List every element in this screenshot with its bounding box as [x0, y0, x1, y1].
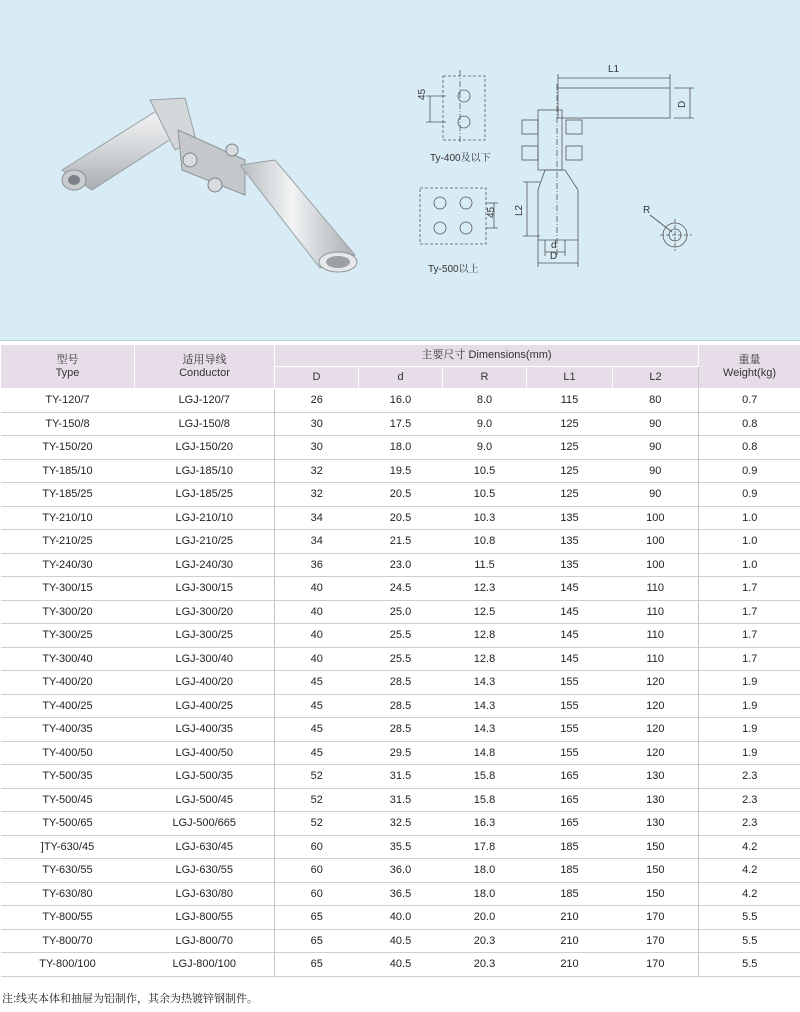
cell-L1: 155 — [527, 718, 613, 742]
table-row — [1, 553, 800, 577]
cell-d: 16.0 — [359, 389, 443, 413]
table-row — [1, 788, 800, 812]
table-row — [1, 694, 800, 718]
cell-d: 18.0 — [359, 436, 443, 460]
cell-conductor: LGJ-800/100 — [135, 953, 275, 977]
side-elevation — [522, 74, 694, 267]
cell-type: TY-400/50 — [1, 741, 135, 765]
cell-L2: 170 — [613, 929, 699, 953]
cell-type: ]TY-630/45 — [1, 835, 135, 859]
cell-type: TY-150/20 — [1, 436, 135, 460]
cell-type: TY-400/35 — [1, 718, 135, 742]
cell-type: TY-210/25 — [1, 530, 135, 554]
cell-conductor: LGJ-300/25 — [135, 624, 275, 648]
cell-conductor: LGJ-185/10 — [135, 459, 275, 483]
cell-conductor: LGJ-630/45 — [135, 835, 275, 859]
cell-L2: 170 — [613, 953, 699, 977]
cell-D: 45 — [275, 694, 359, 718]
cell-conductor: LGJ-630/55 — [135, 859, 275, 883]
cell-R: 9.0 — [443, 436, 527, 460]
cell-d: 25.5 — [359, 647, 443, 671]
cell-d: 31.5 — [359, 788, 443, 812]
table-row — [1, 882, 800, 906]
cell-weight: 1.9 — [699, 694, 800, 718]
cell-weight: 0.9 — [699, 483, 800, 507]
cell-R: 16.3 — [443, 812, 527, 836]
table-row — [1, 506, 800, 530]
cell-L2: 80 — [613, 389, 699, 413]
cell-L1: 135 — [527, 553, 613, 577]
cell-type: TY-500/45 — [1, 788, 135, 812]
cell-type: TY-210/10 — [1, 506, 135, 530]
cell-D: 52 — [275, 812, 359, 836]
ty500-label: Ty-500以上 — [428, 264, 479, 275]
cell-weight: 1.7 — [699, 600, 800, 624]
cell-L1: 145 — [527, 647, 613, 671]
cell-L1: 185 — [527, 835, 613, 859]
cell-D: 52 — [275, 765, 359, 789]
cell-L2: 120 — [613, 741, 699, 765]
header-weight-en: Weight(kg) — [723, 366, 776, 379]
cell-D: 45 — [275, 671, 359, 695]
cell-d: 32.5 — [359, 812, 443, 836]
cell-conductor: LGJ-150/20 — [135, 436, 275, 460]
cell-L2: 100 — [613, 506, 699, 530]
cell-R: 12.3 — [443, 577, 527, 601]
table-row — [1, 483, 800, 507]
dim-l2-label: L2 — [514, 204, 525, 216]
cell-D: 40 — [275, 577, 359, 601]
cell-d: 40.5 — [359, 953, 443, 977]
cell-D: 40 — [275, 647, 359, 671]
cell-weight: 0.9 — [699, 459, 800, 483]
cell-d: 28.5 — [359, 694, 443, 718]
cell-R: 15.8 — [443, 765, 527, 789]
cell-type: TY-120/7 — [1, 389, 135, 413]
cell-D: 26 — [275, 389, 359, 413]
cell-type: TY-240/30 — [1, 553, 135, 577]
cell-L2: 150 — [613, 859, 699, 883]
cell-L1: 145 — [527, 577, 613, 601]
clamp-photo — [62, 98, 357, 272]
cell-conductor: LGJ-240/30 — [135, 553, 275, 577]
cell-L1: 210 — [527, 906, 613, 930]
header-d: d — [359, 367, 443, 389]
cell-L2: 110 — [613, 624, 699, 648]
table-row — [1, 859, 800, 883]
cell-weight: 1.0 — [699, 553, 800, 577]
cell-R: 10.8 — [443, 530, 527, 554]
cell-weight: 1.9 — [699, 741, 800, 765]
cell-weight: 5.5 — [699, 953, 800, 977]
cell-L1: 155 — [527, 694, 613, 718]
dim-45-label: 45 — [417, 88, 428, 100]
ty400-label: Ty-400及以下 — [430, 153, 491, 164]
product-illustration-panel — [0, 0, 800, 341]
cell-type: TY-500/35 — [1, 765, 135, 789]
cell-R: 11.5 — [443, 553, 527, 577]
cell-D: 65 — [275, 953, 359, 977]
cell-conductor: LGJ-800/55 — [135, 906, 275, 930]
cell-d: 28.5 — [359, 718, 443, 742]
cell-R: 10.3 — [443, 506, 527, 530]
cell-D: 32 — [275, 459, 359, 483]
cell-d: 29.5 — [359, 741, 443, 765]
cell-D: 40 — [275, 600, 359, 624]
cell-L2: 120 — [613, 718, 699, 742]
cell-D: 45 — [275, 741, 359, 765]
cell-weight: 1.0 — [699, 530, 800, 554]
cell-L1: 165 — [527, 812, 613, 836]
cell-d: 24.5 — [359, 577, 443, 601]
table-body — [1, 389, 800, 977]
cell-L2: 110 — [613, 647, 699, 671]
cell-conductor: LGJ-400/20 — [135, 671, 275, 695]
cell-R: 20.3 — [443, 953, 527, 977]
cell-weight: 4.2 — [699, 835, 800, 859]
table-row — [1, 835, 800, 859]
cell-type: TY-300/25 — [1, 624, 135, 648]
cell-L1: 135 — [527, 530, 613, 554]
cell-R: 20.3 — [443, 929, 527, 953]
cell-d: 35.5 — [359, 835, 443, 859]
cell-type: TY-300/15 — [1, 577, 135, 601]
cell-R: 12.5 — [443, 600, 527, 624]
cell-weight: 1.9 — [699, 671, 800, 695]
cell-weight: 0.7 — [699, 389, 800, 413]
header-L2: L2 — [613, 367, 699, 389]
table-row — [1, 459, 800, 483]
cell-L2: 110 — [613, 577, 699, 601]
cell-D: 52 — [275, 788, 359, 812]
cell-conductor: LGJ-630/80 — [135, 882, 275, 906]
cell-weight: 0.8 — [699, 436, 800, 460]
table-row — [1, 741, 800, 765]
header-weight — [699, 345, 800, 389]
cell-conductor: LGJ-400/25 — [135, 694, 275, 718]
cell-weight: 4.2 — [699, 882, 800, 906]
cell-type: TY-400/25 — [1, 694, 135, 718]
table-row — [1, 412, 800, 436]
cell-type: TY-185/10 — [1, 459, 135, 483]
cell-weight: 2.3 — [699, 765, 800, 789]
cell-conductor: LGJ-210/10 — [135, 506, 275, 530]
table-row — [1, 812, 800, 836]
cell-type: TY-185/25 — [1, 483, 135, 507]
dim-d-upper-label: D — [677, 100, 688, 108]
cell-weight: 1.7 — [699, 647, 800, 671]
cell-D: 65 — [275, 929, 359, 953]
table-row — [1, 906, 800, 930]
table-row — [1, 389, 800, 413]
cell-L2: 90 — [613, 459, 699, 483]
cell-L1: 185 — [527, 859, 613, 883]
cell-conductor: LGJ-185/25 — [135, 483, 275, 507]
header-dimensions: 主要尺寸 Dimensions(mm) — [275, 345, 699, 367]
cell-L1: 210 — [527, 929, 613, 953]
cell-conductor: LGJ-210/25 — [135, 530, 275, 554]
cell-conductor: LGJ-150/8 — [135, 412, 275, 436]
cell-D: 60 — [275, 859, 359, 883]
cell-type: TY-150/8 — [1, 412, 135, 436]
header-L1: L1 — [527, 367, 613, 389]
cell-conductor: LGJ-500/45 — [135, 788, 275, 812]
cell-L1: 145 — [527, 624, 613, 648]
table-row — [1, 718, 800, 742]
cell-conductor: LGJ-120/7 — [135, 389, 275, 413]
cell-d: 36.5 — [359, 882, 443, 906]
cell-L1: 155 — [527, 741, 613, 765]
cell-D: 30 — [275, 436, 359, 460]
cell-L2: 100 — [613, 553, 699, 577]
cell-type: TY-800/70 — [1, 929, 135, 953]
cell-L1: 135 — [527, 506, 613, 530]
cell-conductor: LGJ-300/15 — [135, 577, 275, 601]
cell-L2: 120 — [613, 671, 699, 695]
cell-d: 19.5 — [359, 459, 443, 483]
cell-weight: 2.3 — [699, 812, 800, 836]
cell-type: TY-500/65 — [1, 812, 135, 836]
cell-D: 34 — [275, 506, 359, 530]
cell-type: TY-300/40 — [1, 647, 135, 671]
cell-weight: 1.7 — [699, 624, 800, 648]
cell-L2: 100 — [613, 530, 699, 554]
cell-conductor: LGJ-300/20 — [135, 600, 275, 624]
cell-L1: 145 — [527, 600, 613, 624]
cell-R: 9.0 — [443, 412, 527, 436]
cell-d: 25.0 — [359, 600, 443, 624]
cell-d: 21.5 — [359, 530, 443, 554]
header-type — [1, 345, 135, 389]
cell-conductor: LGJ-400/35 — [135, 718, 275, 742]
header-type-cn: 型号 — [56, 353, 79, 366]
cell-L1: 185 — [527, 882, 613, 906]
cell-L2: 90 — [613, 483, 699, 507]
cell-R: 17.8 — [443, 835, 527, 859]
cell-R: 14.3 — [443, 671, 527, 695]
cell-R: 18.0 — [443, 859, 527, 883]
cell-D: 34 — [275, 530, 359, 554]
cell-d: 40.0 — [359, 906, 443, 930]
dim-45-label-2: 45 — [486, 206, 497, 218]
table-row — [1, 530, 800, 554]
cell-D: 45 — [275, 718, 359, 742]
dim-big-d-label: D — [550, 251, 558, 262]
cell-L2: 150 — [613, 835, 699, 859]
header-conductor-en: Conductor — [179, 366, 230, 379]
cell-D: 30 — [275, 412, 359, 436]
table-row — [1, 600, 800, 624]
cell-weight: 5.5 — [699, 906, 800, 930]
cell-weight: 1.0 — [699, 506, 800, 530]
cell-d: 36.0 — [359, 859, 443, 883]
cell-R: 12.8 — [443, 647, 527, 671]
product-drawing — [0, 0, 800, 340]
cell-L1: 125 — [527, 412, 613, 436]
cell-R: 18.0 — [443, 882, 527, 906]
cell-d: 25.5 — [359, 624, 443, 648]
cell-L1: 125 — [527, 459, 613, 483]
table-row — [1, 577, 800, 601]
cell-D: 32 — [275, 483, 359, 507]
header-type-en: Type — [55, 366, 80, 379]
cell-L1: 155 — [527, 671, 613, 695]
cell-L2: 170 — [613, 906, 699, 930]
front-view-400 — [426, 70, 485, 144]
radius-detail — [650, 215, 692, 251]
header-weight-cn: 重量 — [738, 353, 761, 366]
cell-type: TY-400/20 — [1, 671, 135, 695]
table-row — [1, 929, 800, 953]
specification-table — [0, 344, 800, 977]
cell-D: 60 — [275, 835, 359, 859]
cell-d: 23.0 — [359, 553, 443, 577]
cell-type: TY-630/80 — [1, 882, 135, 906]
cell-conductor: LGJ-400/50 — [135, 741, 275, 765]
cell-conductor: LGJ-500/665 — [135, 812, 275, 836]
cell-R: 14.8 — [443, 741, 527, 765]
cell-R: 14.3 — [443, 718, 527, 742]
cell-L2: 130 — [613, 765, 699, 789]
cell-L2: 90 — [613, 436, 699, 460]
dim-r-label: R — [643, 205, 651, 216]
table-row — [1, 436, 800, 460]
cell-D: 40 — [275, 624, 359, 648]
cell-L1: 125 — [527, 436, 613, 460]
header-R: R — [443, 367, 527, 389]
cell-type: TY-300/20 — [1, 600, 135, 624]
cell-L2: 150 — [613, 882, 699, 906]
cell-conductor: LGJ-500/35 — [135, 765, 275, 789]
cell-d: 20.5 — [359, 483, 443, 507]
cell-R: 10.5 — [443, 459, 527, 483]
header-conductor-cn: 适用导线 — [182, 353, 227, 366]
cell-weight: 2.3 — [699, 788, 800, 812]
table-row — [1, 671, 800, 695]
cell-L2: 120 — [613, 694, 699, 718]
cell-d: 40.5 — [359, 929, 443, 953]
cell-R: 15.8 — [443, 788, 527, 812]
cell-L1: 125 — [527, 483, 613, 507]
cell-conductor: LGJ-800/70 — [135, 929, 275, 953]
cell-L2: 130 — [613, 812, 699, 836]
footnote: 注:线夹本体和抽屉为铝制作，其余为热镀锌钢制件。 — [2, 993, 259, 1005]
cell-d: 20.5 — [359, 506, 443, 530]
cell-R: 12.8 — [443, 624, 527, 648]
cell-d: 28.5 — [359, 671, 443, 695]
cell-D: 36 — [275, 553, 359, 577]
header-conductor — [135, 345, 275, 389]
cell-weight: 1.9 — [699, 718, 800, 742]
cell-conductor: LGJ-300/40 — [135, 647, 275, 671]
cell-D: 60 — [275, 882, 359, 906]
cell-L1: 165 — [527, 788, 613, 812]
cell-type: TY-800/55 — [1, 906, 135, 930]
cell-L1: 165 — [527, 765, 613, 789]
header-D: D — [275, 367, 359, 389]
cell-L1: 210 — [527, 953, 613, 977]
cell-L2: 110 — [613, 600, 699, 624]
cell-weight: 1.7 — [699, 577, 800, 601]
cell-R: 20.0 — [443, 906, 527, 930]
table-row — [1, 765, 800, 789]
cell-R: 14.3 — [443, 694, 527, 718]
cell-type: TY-800/100 — [1, 953, 135, 977]
cell-weight: 0.8 — [699, 412, 800, 436]
cell-R: 8.0 — [443, 389, 527, 413]
cell-weight: 5.5 — [699, 929, 800, 953]
cell-weight: 4.2 — [699, 859, 800, 883]
cell-type: TY-630/55 — [1, 859, 135, 883]
dim-small-d-label: d — [551, 240, 557, 251]
table-row — [1, 647, 800, 671]
table-row — [1, 953, 800, 977]
cell-D: 65 — [275, 906, 359, 930]
cell-R: 10.5 — [443, 483, 527, 507]
table-row — [1, 624, 800, 648]
cell-d: 17.5 — [359, 412, 443, 436]
cell-L2: 90 — [613, 412, 699, 436]
cell-L1: 115 — [527, 389, 613, 413]
dim-l1-label: L1 — [608, 64, 620, 75]
cell-d: 31.5 — [359, 765, 443, 789]
cell-L2: 130 — [613, 788, 699, 812]
